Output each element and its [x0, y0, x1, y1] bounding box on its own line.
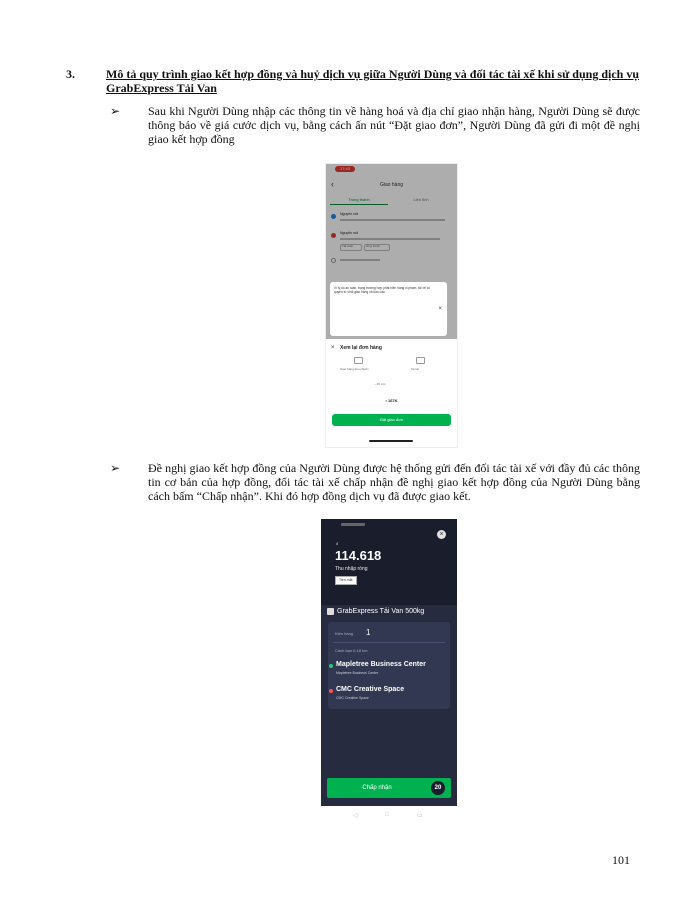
- pickup-sub: Mapletree Business Center: [336, 671, 379, 675]
- notice-dialog: [330, 282, 447, 336]
- status-time: 17:43: [335, 166, 355, 172]
- payment-chip: Tiền mặt: [335, 576, 357, 585]
- section-number: 3.: [66, 67, 75, 81]
- paragraph-2: Đề nghị giao kết hợp đồng của Người Dùng được hệ thống gửi đến đối tác tài xế với đầy đủ các thông tin cơ bản của hợp đồng, đối tác tài xế chấp nhận đề nghị giao kết hợp đồng của Người Dùng bằng cách bấm “Chấp nhận”. Khi đó hợp đồng dịch vụ đã được giao kết.: [148, 461, 640, 503]
- option-standard: Giao hàng tiêu chuẩn: [340, 367, 369, 371]
- close-icon: ×: [438, 306, 442, 312]
- tag-chip: Tài xuất: [340, 244, 362, 251]
- dropoff-name: CMC Creative Space: [336, 686, 405, 693]
- driver-job-screenshot: [321, 519, 457, 806]
- status-bar: [341, 523, 365, 526]
- pickup-name: Mapletree Business Center: [336, 661, 426, 668]
- close-icon: ×: [331, 345, 335, 351]
- notice-text: Vì lý do an toàn, trong trường hợp phát hiện hàng vi phạm, tài xế có quyền từ chối giao hàng và báo cáo.: [334, 286, 430, 295]
- currency-symbol: đ: [336, 541, 339, 546]
- earnings-header: [321, 519, 457, 605]
- pickup-dot-icon: [329, 664, 333, 668]
- truck-icon: [416, 357, 425, 364]
- tab-intercity: Liên tỉnh: [413, 197, 429, 202]
- tag-chip: Ứng trước: [364, 244, 390, 251]
- order-header-title: Giao hàng: [379, 182, 404, 188]
- bullet-marker: ➢: [110, 104, 121, 118]
- bullet-marker: ➢: [110, 461, 121, 475]
- dropoff-dot-icon: [329, 689, 333, 693]
- dropoff-sub: CMC Creative Space: [336, 696, 369, 700]
- nav-home-icon: □: [385, 812, 389, 818]
- option-truck: Xe tải: [411, 367, 419, 371]
- nav-recent-icon: ▭: [417, 813, 423, 819]
- order-review-sheet: [326, 339, 457, 447]
- accept-button: [327, 778, 451, 798]
- place-order-button: Đặt giao đơn: [332, 414, 451, 426]
- home-indicator: [369, 440, 413, 442]
- nav-back-icon: ◁: [353, 813, 358, 819]
- quantity-label: Kiện hàng: [335, 631, 354, 636]
- section-title: Mô tả quy trình giao kết hợp đồng và huỷ dịch vụ giữa Người Dùng và đối tác tài xế khi sử dụng dịch vụ GrabExpress Tải Van: [106, 67, 640, 95]
- package-icon: [327, 608, 334, 615]
- accept-label: Chấp nhận: [362, 785, 392, 791]
- quantity-value: 1: [366, 628, 371, 637]
- close-icon: ×: [437, 530, 446, 539]
- page-number: 101: [612, 853, 630, 867]
- order-screenshot: [325, 163, 458, 448]
- earnings-label: Thu nhập ròng: [335, 566, 368, 572]
- sheet-title: Xem lại đơn hàng: [340, 345, 382, 351]
- price-text: • 167K: [385, 398, 398, 403]
- eta-text: ~ 46 min: [374, 382, 386, 386]
- back-arrow-icon: ‹: [331, 179, 334, 189]
- distance-text: Cách bạn 6.18 km: [335, 648, 368, 653]
- package-icon: [354, 357, 363, 364]
- dropoff-label: Nguyên mã: [340, 231, 358, 235]
- countdown-timer: 20: [431, 781, 445, 795]
- service-name: GrabExpress Tải Van 500kg: [337, 608, 425, 615]
- pickup-label: Nguyên mã: [340, 212, 358, 216]
- divider: [333, 642, 445, 643]
- earnings-amount: 114.618: [335, 548, 382, 563]
- tab-inner-city: Trong thành: [348, 197, 370, 202]
- paragraph-1: Sau khi Người Dùng nhập các thông tin về hàng hoá và địa chỉ giao nhận hàng, Người Dùng sẽ được thông báo về giá cước dịch vụ, bằng cách ấn nút “Đặt giao đơn”, Người Dùng đã gửi đi một đề nghị giao kết hợp đồng: [148, 104, 640, 146]
